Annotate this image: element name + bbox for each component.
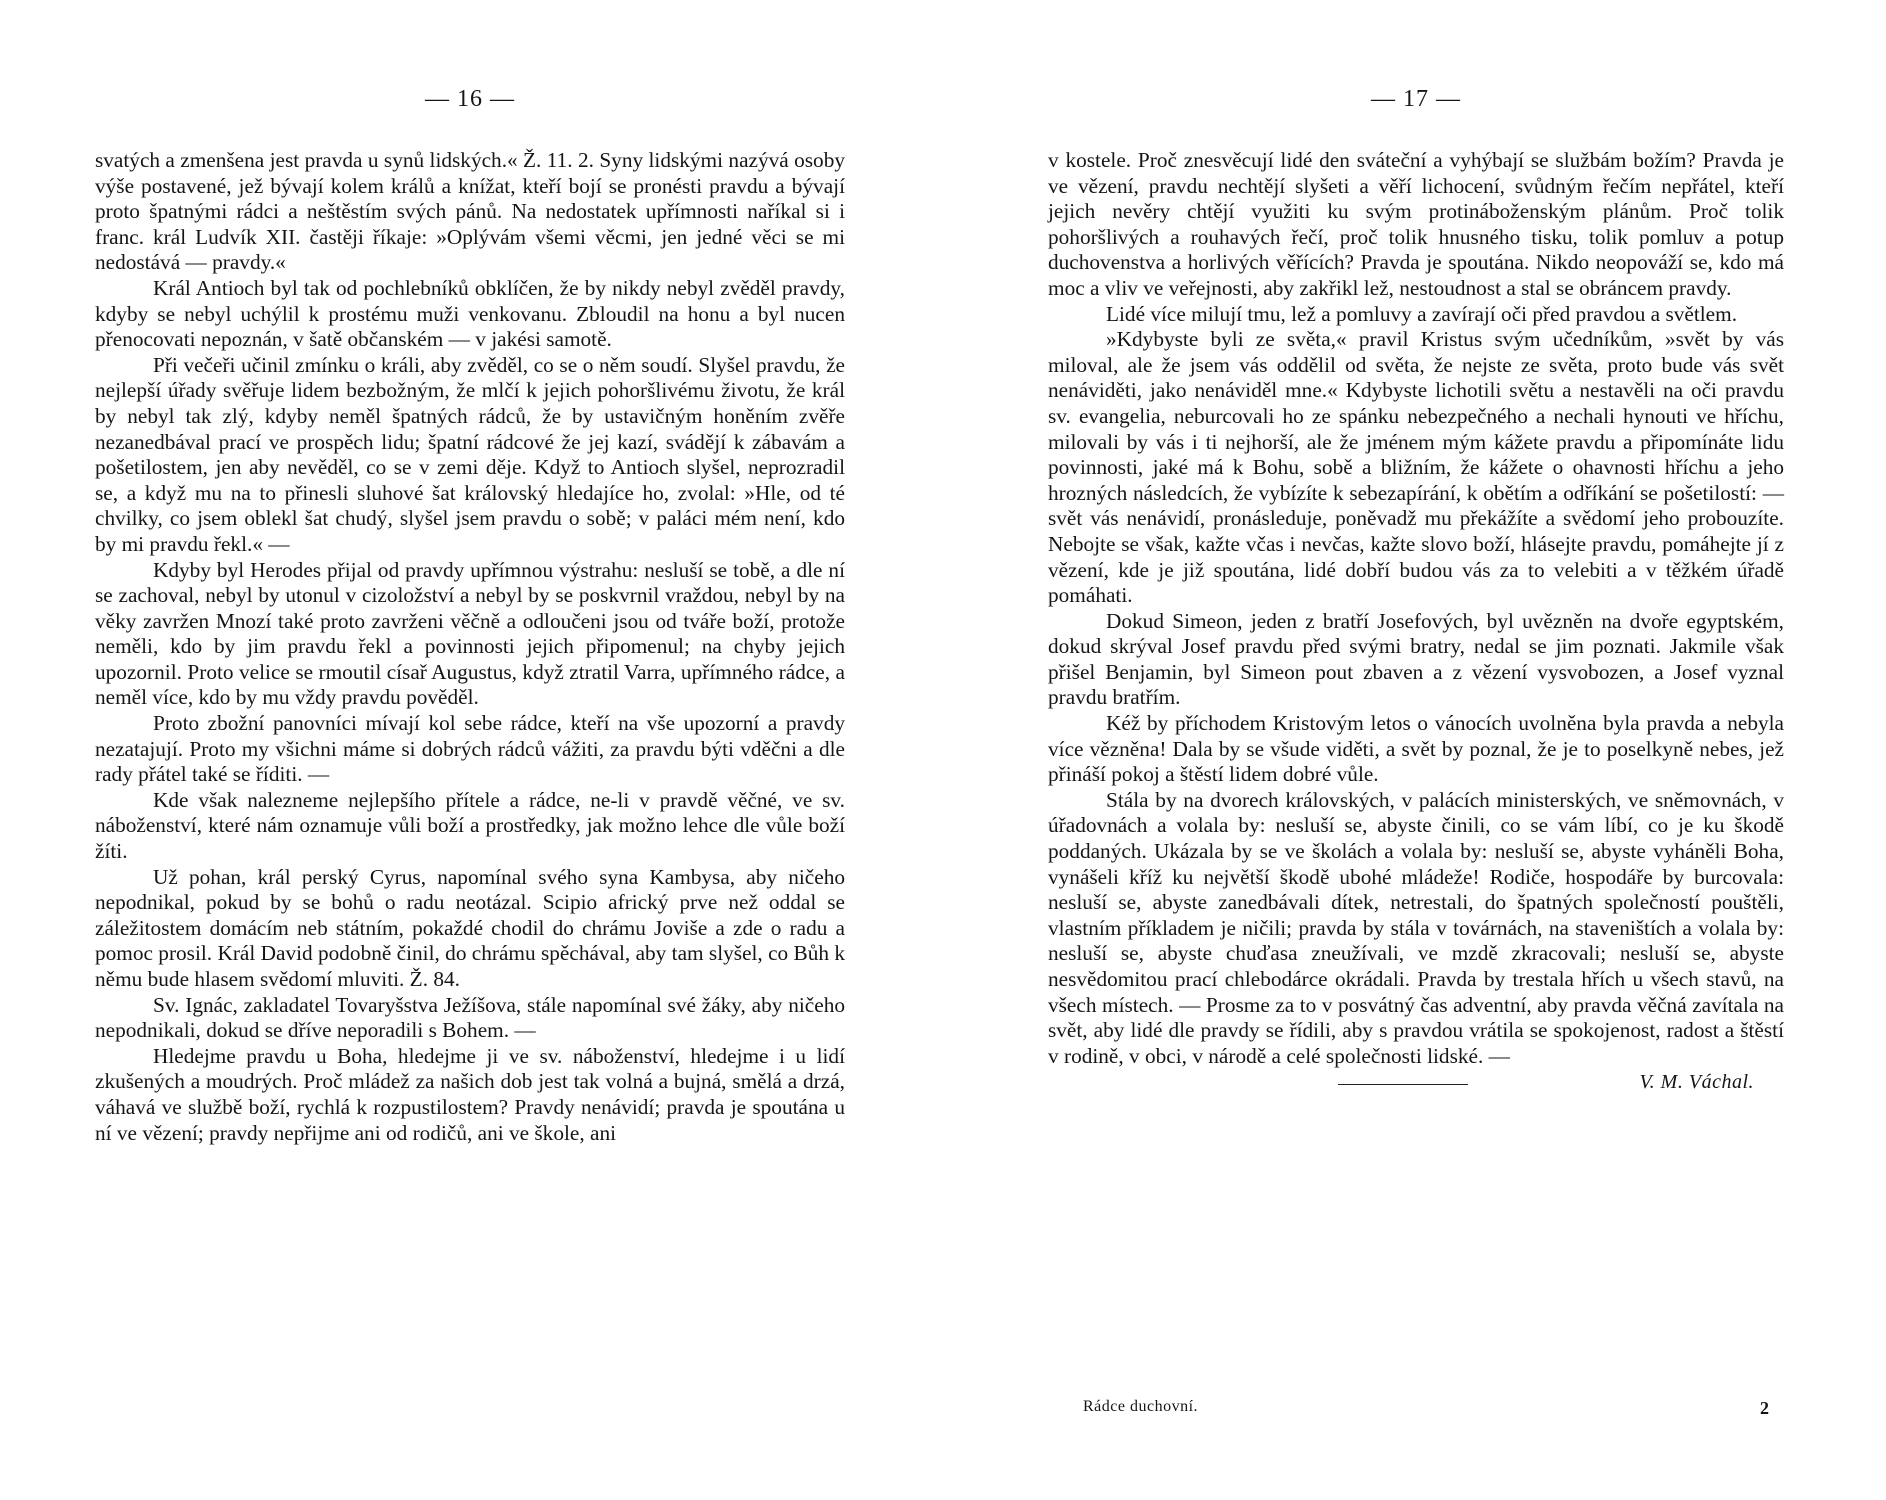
left-page	[95, 0, 845, 1500]
page-number-right: — 17 —	[1371, 86, 1461, 112]
footer-signature-mark: 2	[1760, 1398, 1769, 1418]
paragraph: Kde však nalezneme nejlepšího přítele a rádce, ne-li v pravdě věčné, ve sv. náboženství, které nám oznamuje vůli boží a prostředky, jak možno lehce dle vůle boží žíti.	[95, 787, 845, 864]
right-text-block	[1048, 148, 1784, 1099]
paragraph: Stála by na dvorech královských, v palácích ministerských, ve sněmovnách, v úřadovnách a volala by: nesluší se, abyste činili, co se vám líbí, co je ku škodě poddaných. Ukázala by se ve školách a volala by: nesluší se, abyste vyháněli Boha, vynášeli kříž ku největší škodě ubohé mládeže! Rodiče, hospodáře by burcovala: nesluší se, abyste zanedbávali dítek, netrestali, do špatných společností pouštěli, vlastním příkladem je ničili; pravda by stála v továrnách, na staveništích a volala by: nesluší se, abyste chuďasa zneužívali, ve mzdě zkracovali; nesluší se, abyste nesvědomitou prací chlebodárce okrádali. Pravda by trestala hřích u všech stavů, na všech místech. — Prosme za to v posvátný čas adventní, aby pravda věčná zavítala na svět, aby lidé dle pravdy se řídili, aby s pravdou vrátila se spokojenost, radost a štěstí v rodině, v obci, v národě a celé společnosti lidské. —	[1048, 787, 1784, 1068]
paragraph: Král Antioch byl tak od pochlebníků obklíčen, že by nikdy nebyl zvěděl pravdy, kdyby se nebyl uchýlil k prostému muži venkovanu. Zbloudil na honu a byl nucen přenocovati nepoznán, v šatě občanském — v jakési samotě.	[95, 275, 845, 352]
paragraph: Proto zbožní panovníci mívají kol sebe rádce, kteří na vše upozorní a pravdy nezatajují. Proto my všichni máme si dobrých rádců vážiti, za pravdu býti vděčni a dle rady přátel také se říditi. —	[95, 711, 845, 787]
page-footer	[1083, 1398, 1769, 1422]
paragraph: Lidé více milují tmu, lež a pomluvy a zavírají oči před pravdou a světlem.	[1106, 301, 1738, 326]
paragraph: Dokud Simeon, jeden z bratří Josefových, byl uvězněn na dvoře egyptském, dokud skrýval Josef pravdu před svými bratry, nedal se jim poznati. Jakmile však přišel Benjamin, byl Simeon pout zbaven a z vězení vysvobozen, a Josef vyznal pravdu bratřím.	[1048, 608, 1784, 710]
paragraph: Už pohan, král perský Cyrus, napomínal svého syna Kambysa, aby ničeho nepodnikal, pokud by se bohů o radu neotázal. Scipio africký prve než oddal se záležitostem domácím neb státním, pokaždé chodil do chrámu Joviše a zde o radu a pomoc prosil. Král David podobně činil, do chrámu spěchával, aby tam slyšel, co Bůh k němu bude hlasem svědomí mluviti. Ž. 84.	[95, 864, 845, 991]
paragraph: svatých a zmenšena jest pravda u synů lidských.« Ž. 11. 2. Syny lidskými nazývá osoby výše postavené, jež bývají kolem králů a knížat, kteří bojí se pronésti pravdu a bývají proto špatnými rádci a neštěstím svých pánů. Na nedostatek upřímnosti naříkal si i franc. král Ludvík XII. častěji říkaje: »Oplývám všemi věcmi, jen jedné věci se mi nedostává — pravdy.«	[95, 148, 845, 275]
author-signature: V. M. Váchal.	[1639, 1071, 1754, 1094]
page-number-left: — 16 —	[425, 86, 515, 112]
left-text-block	[95, 148, 845, 1146]
paragraph: Kéž by příchodem Kristovým letos o vánocích uvolněna byla pravda a nebyla více vězněna! Dala by se všude viděti, a svět by poznal, že je to poselkyně nebes, jež přináší pokoj a štěstí lidem dobré vůle.	[1048, 711, 1784, 787]
paragraph: Při večeři učinil zmínku o králi, aby zvěděl, co se o něm soudí. Slyšel pravdu, že nejlepší úřady svěřuje lidem bezbožným, že mlčí k jejich pohoršlivému životu, že král by nebyl tak zlý, kdyby neměl špatných rádců, že by ustavičným honěním zvěře nezanedbával prací ve prospěch lidu; špatní rádcové že jej kazí, svádějí k zábavám a pošetilostem, jen aby nevěděl, co se v zemi děje. Když to Antioch slyšel, neprozradil se, a když mu na to přinesli sluhové šat královský hledajíce ho, zvolal: »Hle, od té chvilky, co jsem oblekl šat chudý, slyšel jsem pravdu o sobě; v paláci mém není, kdo by mi pravdu řekl.« —	[95, 352, 845, 556]
paragraph: Hledejme pravdu u Boha, hledejme ji ve sv. náboženství, hledejme i u lidí zkušených a moudrých. Proč mládež za našich dob jest tak volná a bujná, smělá a drzá, váhavá ve službě boží, rychlá k rozpustilostem? Pravdy nenávidí; pravda je spoutána u ní ve vězení; pravdy nepřijme ani od rodičů, ani ve škole, ani	[95, 1043, 845, 1145]
signature-row	[1048, 1071, 1784, 1099]
signature-rule	[1338, 1084, 1468, 1085]
footer-title: Rádce duchovní.	[1083, 1398, 1199, 1415]
paragraph: Kdyby byl Herodes přijal od pravdy upřímnou výstrahu: nesluší se tobě, a dle ní se zachoval, nebyl by utonul v cizoložství a nebyl by se poskvrnil vraždou, nebyl by na věky zavržen Mnozí také proto zavrženi věčně a odloučeni jsou od tváře boží, protože neměli, kdo by jim pravdu řekl a povinnosti jejich připomenul; na chyby jejich upozornil. Proto velice se rmoutil císař Augustus, když ztratil Varra, upřímného rádce, a neměl více, kdo by mu vždy pravdu pověděl.	[95, 557, 845, 710]
paragraph: »Kdybyste byli ze světa,« pravil Kristus svým učedníkům, »svět by vás miloval, ale že jsem vás oddělil od světa, že nejste ze světa, proto bude vás svět nenáviděti, jako nenáviděl mne.« Kdybyste lichotili světu a nestavěli na oči pravdu sv. evangelia, neburcovali ho ze spánku nebezpečného a nechali hynouti ve hříchu, milovali by vás i ti nejhorší, ale že jménem mým kážete pravdu a připomínáte lidu povinnosti, jaké má k Bohu, sobě a bližním, že kážete o ohavnosti hříchu a jeho hrozných následcích, že vybízíte k sebezapírání, k obětím a odříkání se pošetilostí: — svět vás nenávidí, pronásleduje, poněvadž mu překážíte a svědomí jeho probouzíte. Nebojte se však, kažte včas i nevčas, kažte slovo boží, hlásejte pravdu, pomáhejte jí z vězení, kde je již spoutána, lidé dobří budou vás za to velebiti a v těžkém úřadě pomáhati.	[1048, 327, 1784, 608]
paragraph: Sv. Ignác, zakladatel Tovaryšstva Ježíšova, stále napomínal své žáky, aby ničeho nepodnikali, dokud se dříve neporadili s Bohem. —	[95, 992, 845, 1043]
right-page	[1048, 0, 1784, 1500]
paragraph: v kostele. Proč znesvěcují lidé den sváteční a vyhýbají se službám božím? Pravda je ve vězení, pravdu nechtějí slyšeti a věří lichocení, svůdným řečím nepřátel, kteří jejich nevěry chtějí využiti ku svým protináboženským plánům. Proč tolik pohoršlivých a rouhavých řečí, proč tolik hnusného tisku, tolik pomluv a potup duchovenstva a horlivých věřících? Pravda je spoutána. Nikdo neopováží se, kdo má moc a vliv ve veřejnosti, aby zakřikl lež, nestoudnost a stal se obráncem pravdy.	[1048, 148, 1784, 300]
